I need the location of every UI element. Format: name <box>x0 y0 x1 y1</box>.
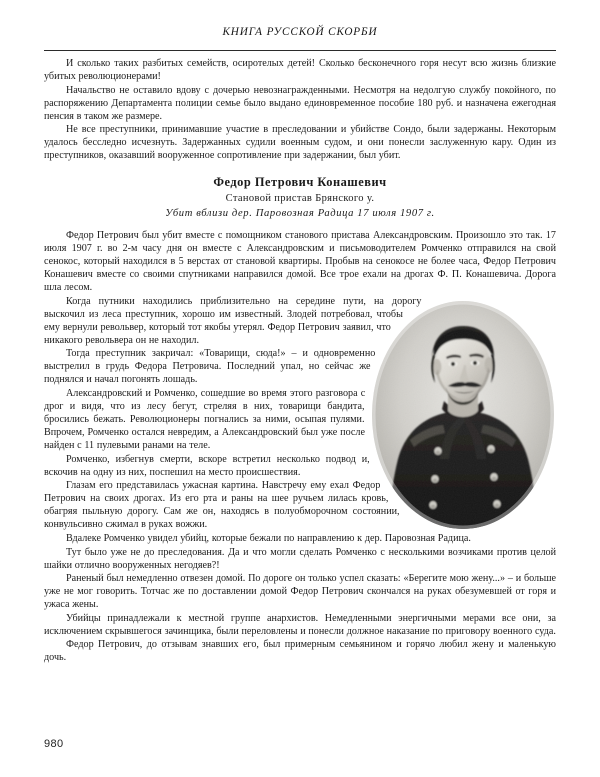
paragraph: И сколько таких разбитых семейств, осиротелых детей! Сколько бесконечного горя несут всю жизнь близкие убитых революционерами! <box>44 58 556 83</box>
paragraph: Федор Петрович был убит вместе с помощником станового пристава Александровским. Произошло это так. 17 июля 1907 г. во 2-м часу дня он вместе с Александровским и письмоводителем Ромченко отправился на свой сенокос, который находился в 5 верстах от становой квартиры. Пробыв на сенокосе не более часа, Федор Петрович Конашевич вместе со своими спутниками направился домой. Все трое ехали на дрогах Ф. П. Конашевича. Дорога шла лесом. <box>44 229 556 294</box>
text-column <box>44 57 556 665</box>
entry-heading <box>44 174 556 222</box>
paragraph: Ромченко, избегнув смерти, вскоре встретил несколько подвод и, вскочив на одну из них, поспешил на место происшествия. <box>44 453 370 478</box>
paragraph: Федор Петрович, до отзывам знавших его, был примерным семьянином и горячо любил жену и маленькую дочь. <box>44 639 556 664</box>
paragraph: Не все преступники, принимавшие участие в преследовании и убийстве Сондо, были задержаны. Некоторым удалось бесследно исчезнуть. Задержанных судили военным судом, и они понесли заслуженную кару. Один из преступников, оказавший вооруженное сопротивление при задержании, был убит. <box>44 124 556 162</box>
paragraph: Тут было уже не до преследования. Да и что могли сделать Ромченко с несколькими возчиками против целой шайки отлично вооруженных негодяев?! <box>44 546 556 571</box>
header-rule <box>44 50 556 51</box>
entry-killed-line: Убит вблизи дер. Паровозная Радица 17 июля 1907 г. <box>165 208 435 220</box>
entry-name: Федор Петрович Конашевич <box>213 175 387 190</box>
entry-rank: Становой пристав Брянского у. <box>225 193 375 205</box>
paragraph: Александровский и Ромченко, сошедшие во время этого разговора с дрог и видя, что из лесу бегут, стреляя в них, товарищи бандита, бросились бежать. Революционеры погнались за ними, осыпая пулями. Впрочем, Ромченко остался невредим, а Александровский был уже после найден с 11 пулевыми ранами на теле. <box>44 387 366 452</box>
paragraph: Глазам его представилась ужасная картина. Навстречу ему ехал Федор Петрович на своих дрогах. Из его рта и раны на шее ручьем лилась кровь, обагряя пыльную дорогу. Сам же он, находясь в полуобморочном состоянии, конвульсивно сжимал в руках вожжи. <box>44 480 400 531</box>
paragraph: Когда путники находились приблизительно на середине пути, на дорогу выскочил из леса преступник, хорошо им известный. Злодей потребовал, чтобы ему вернули револьвер, который тот якобы утерял. Федор Петрович заявил, что никакого револьвера он не находил. <box>44 295 422 346</box>
paragraph: Раненый был немедленно отвезен домой. По дороге он только успел сказать: «Берегите мою жену...» – и больше уже не мог говорить. Тотчас же по доставлении домой Федор Петрович скончался на руках обезумевшей от горя и ужаса жены. <box>44 573 556 611</box>
running-head: КНИГА РУССКОЙ СКОРБИ <box>222 26 378 38</box>
paragraph: Вдалеке Ромченко увидел убийц, которые бежали по направлению к дер. Паровозная Радица. <box>66 532 471 544</box>
paragraph: Начальство не оставило вдову с дочерью невознагражденными. Несмотря на недолгую службу покойного, по распоряжению Департамента полиции семье было выдано единовременное пособие 180 руб. и назначена ежегодная пенсия в таком же размере. <box>44 84 556 122</box>
paragraph: Тогда преступник закричал: «Товарищи, сюда!» – и одновременно выстрелил в грудь Федора Петровича. Последний упал, но сейчас же поднялся и начал погонять лошадь. <box>44 348 376 386</box>
paragraph: Убийцы принадлежали к местной группе анархистов. Немедленными энергичными мерами все они, за исключением скрывшегося зачинщика, были переловлены и понесли должное наказание по приговору военного суда. <box>44 612 556 637</box>
page-number: 980 <box>44 738 64 750</box>
portrait-photo <box>370 299 556 531</box>
